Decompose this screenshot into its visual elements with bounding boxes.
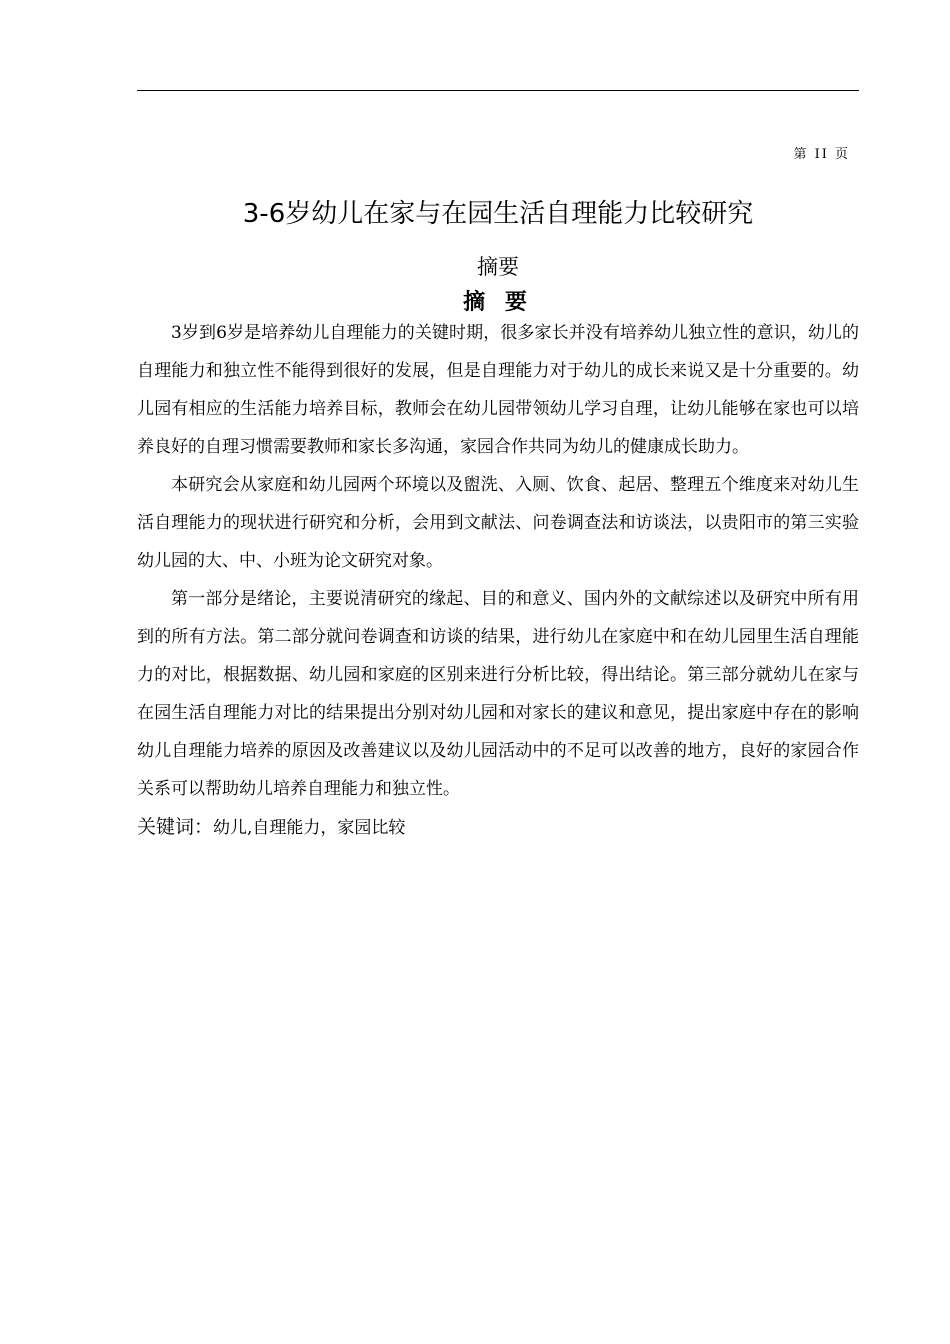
abstract-paragraph-1: 3岁到6岁是培养幼儿自理能力的关键时期，很多家长并没有培养幼儿独立性的意识，幼儿的自理能力和独立性不能得到很好的发展，但是自理能力对于幼儿的成长来说又是十分重要的。幼儿园有相应的生活能力培养目标，教师会在幼儿园带领幼儿学习自理，让幼儿能够在家也可以培养良好的自理习惯需要教师和家长多沟通，家园合作共同为幼儿的健康成长助力。 <box>137 323 859 457</box>
page-number: 第 II 页 <box>793 147 850 162</box>
abstract-heading-bold: 摘 要 <box>463 290 533 315</box>
abstract-paragraph-3: 第一部分是绪论，主要说清研究的缘起、目的和意义、国内外的文献综述以及研究中所有用到的所有方法。第二部分就问卷调查和访谈的结果，进行幼儿在家庭中和在幼儿园里生活自理能力的对比，根据数据、幼儿园和家庭的区别来进行分析比较，得出结论。第三部分就幼儿在家与在园生活自理能力对比的结果提出分别对幼儿园和对家长的建议和意见，提出家庭中存在的影响幼儿自理能力培养的原因及改善建议以及幼儿园活动中的不足可以改善的地方，良好的家园合作关系可以帮助幼儿培养自理能力和独立性。 <box>137 589 859 799</box>
header-rule <box>137 90 859 91</box>
abstract-heading: 摘要 <box>477 255 519 279</box>
keywords-value: 幼儿,自理能力，家园比较 <box>213 818 406 838</box>
abstract-body <box>137 314 859 847</box>
document-title: 3-6岁幼儿在家与在园生活自理能力比较研究 <box>242 199 754 229</box>
keywords-line <box>137 808 859 847</box>
abstract-paragraph-2: 本研究会从家庭和幼儿园两个环境以及盥洗、入厕、饮食、起居、整理五个维度来对幼儿生活自理能力的现状进行研究和分析，会用到文献法、问卷调查法和访谈法，以贵阳市的第三实验幼儿园的大、中、小班为论文研究对象。 <box>137 475 859 571</box>
keywords-label: 关键词： <box>137 816 214 838</box>
